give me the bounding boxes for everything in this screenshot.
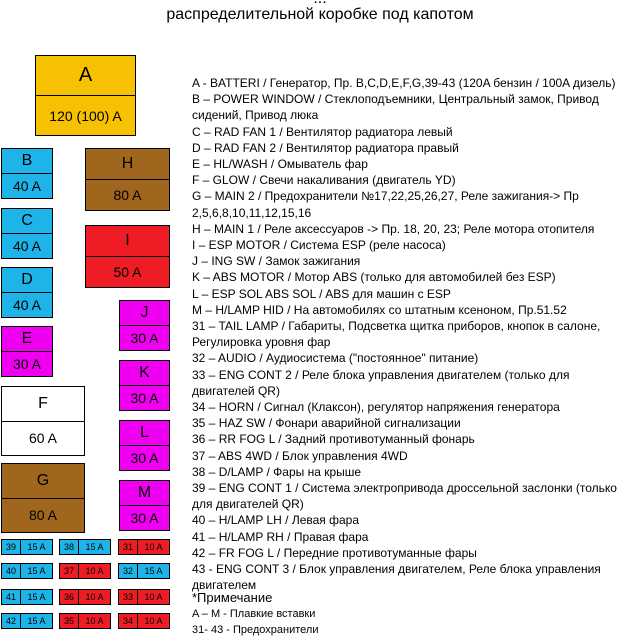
fuse-amps: 40 A <box>2 233 52 258</box>
legend-row: D – RAD FAN 2 / Вентилятор радиатора правый <box>192 140 459 155</box>
mini-fuse-34 <box>118 613 170 629</box>
legend-row: C – RAD FAN 1 / Вентилятор радиатора левый <box>192 124 453 139</box>
mini-fuse-amps: 10 A <box>144 592 163 602</box>
mini-fuse-amps: 15 A <box>27 542 46 552</box>
legend-row: I – ESP MOTOR / Система ESP (реле насоса) <box>192 238 446 253</box>
fuse-amps: 40 A <box>2 292 52 317</box>
mini-fuse-number: 41 <box>2 590 21 604</box>
mini-fuse-37 <box>59 563 111 579</box>
mini-fuse-number: 42 <box>2 614 21 628</box>
mini-fuse-amps: 15 A <box>27 616 46 626</box>
legend-row: 42 – FR FOG L / Передние противотуманные фары <box>192 545 477 560</box>
legend-row: H – MAIN 1 / Реле аксессуаров -> Пр. 18, 20, 23; Реле мотора отопителя <box>192 221 595 236</box>
legend-row: A - BATTERI / Генератор, Пр. B,C,D,E,F,G,39-43 (120A бензин / 100A дизель) <box>192 76 616 90</box>
mini-fuse-38 <box>59 539 111 555</box>
mini-fuse-amps: 10 A <box>85 566 104 576</box>
fuse-label: M <box>137 484 152 501</box>
mini-fuse-number: 37 <box>60 564 79 578</box>
fuse-e <box>1 326 53 377</box>
note-line-1: A – M - Плавкие вставки <box>192 608 316 620</box>
mini-fuse-number: 32 <box>119 564 138 578</box>
mini-fuse-number: 39 <box>2 540 21 554</box>
fuse-f <box>1 386 85 456</box>
fuse-a <box>35 55 136 136</box>
fuse-amps: 60 A <box>2 421 84 456</box>
mini-fuse-number: 33 <box>119 590 138 604</box>
fuse-amps: 30 A <box>120 505 169 530</box>
legend-row: E – HL/WASH / Омыватель фар <box>192 157 368 172</box>
legend-row: 34 – HORN / Сигнал (Клаксон), регулятор напряжения генератора <box>192 400 560 415</box>
fuse-i <box>85 225 170 288</box>
fuse-label: A <box>78 64 93 86</box>
fuse-label: C <box>21 212 33 229</box>
fuse-label: E <box>21 330 33 347</box>
fuse-g <box>1 463 85 533</box>
fuse-l <box>119 420 170 471</box>
fuse-label: G <box>36 471 50 489</box>
fuse-label: H <box>121 155 134 172</box>
legend-row: L – ESP SOL ABS SOL / ABS для машин с ESP <box>192 286 451 301</box>
mini-fuse-35 <box>59 613 111 629</box>
legend-row: F – GLOW / Свечи накаливания (двигатель YD) <box>192 173 456 188</box>
fuse-label: J <box>140 304 149 321</box>
mini-fuse-amps: 15 A <box>144 566 163 576</box>
legend-row: 31 – TAIL LAMP / Габариты, Подсветка щитка приборов, кнопок в салоне, Регулировка уровня фар <box>192 319 601 350</box>
mini-fuse-number: 34 <box>119 614 138 628</box>
fuse-amps: 30 A <box>2 351 52 376</box>
mini-fuse-number: 40 <box>2 564 21 578</box>
legend-row: B – POWER WINDOW / Стеклоподъемники, Центральный замок, Привод сидений, Привод люка <box>192 92 599 123</box>
legend-row: 39 – ENG CONT 1 / Система электропривода дроссельной заслонки (только для двигателей QR) <box>192 481 617 512</box>
fuse-amps: 50 A <box>86 256 169 287</box>
mini-fuse-amps: 15 A <box>27 566 46 576</box>
fuse-d <box>1 267 53 318</box>
mini-fuse-amps: 10 A <box>144 616 163 626</box>
legend-row: 40 – H/LAMP LH / Левая фара <box>192 513 360 528</box>
title-line-2: распределительной коробке под капотом <box>166 6 474 23</box>
fuse-amps: 80 A <box>86 179 169 210</box>
note-line-2: 31- 43 - Предохранители <box>192 624 319 636</box>
fuse-h <box>85 148 170 211</box>
mini-fuse-number: 35 <box>60 614 79 628</box>
fuse-amps: 40 A <box>2 173 52 198</box>
mini-fuse-31 <box>118 539 170 555</box>
mini-fuse-amps: 15 A <box>85 542 104 552</box>
fuse-amps: 30 A <box>120 445 169 470</box>
mini-fuse-number: 38 <box>60 540 79 554</box>
fuse-label: D <box>21 271 33 288</box>
mini-fuse-36 <box>59 589 111 605</box>
fuse-c <box>1 208 53 259</box>
mini-fuse-amps: 10 A <box>144 542 163 552</box>
mini-fuse-32 <box>118 563 170 579</box>
mini-fuse-41 <box>1 589 53 605</box>
legend-row: M – H/LAMP HID / На автомобилях со штатным ксеноном, Пр.51.52 <box>192 302 567 317</box>
mini-fuse-number: 36 <box>60 590 79 604</box>
fuse-amps: 120 (100) A <box>36 95 135 135</box>
legend-row: 35 – HAZ SW / Фонари аварийной сигнализации <box>192 416 461 431</box>
fuse-label: F <box>38 394 48 412</box>
fuse-label: L <box>140 424 149 441</box>
legend-row: J – ING SW / Замок зажигания <box>192 254 361 269</box>
mini-fuse-39 <box>1 539 53 555</box>
legend-row: G – MAIN 2 / Предохранители №17,22,25,26,27, Реле зажигания-> Пр 2,5,6,8,10,11,12,15,16 <box>192 189 579 220</box>
mini-fuse-33 <box>118 589 170 605</box>
fuse-b <box>1 148 53 199</box>
legend-row: 37 – ABS 4WD / Блок управления 4WD <box>192 448 408 463</box>
mini-fuse-amps: 15 A <box>27 592 46 602</box>
fuse-j <box>119 300 170 351</box>
legend-row: 36 – RR FOG L / Задний противотуманный фонарь <box>192 432 475 447</box>
fuse-amps: 30 A <box>120 385 169 410</box>
mini-fuse-amps: 10 A <box>85 592 104 602</box>
fuse-label: B <box>21 152 33 169</box>
fuse-amps: 30 A <box>120 325 169 350</box>
fuse-k <box>119 360 170 411</box>
legend-row: 43 - ENG CONT 3 / Блок управления двигателем, Реле блока управления двигателем <box>192 562 601 593</box>
fuse-label: K <box>139 364 150 381</box>
fuse-legend <box>192 75 622 594</box>
mini-fuse-amps: 10 A <box>85 616 104 626</box>
legend-row: 33 – ENG CONT 2 / Реле блока управления двигателем (только для двигателей QR) <box>192 367 570 398</box>
legend-row: 32 – AUDIO / Аудиосистема ("постоянное" питание) <box>192 351 479 366</box>
fuse-amps: 80 A <box>2 498 84 533</box>
fuse-label: I <box>125 232 130 249</box>
legend-row: 38 – D/LAMP / Фары на крыше <box>192 464 362 479</box>
note-title: *Примечание <box>192 590 273 605</box>
legend-row: 41 – H/LAMP RH / Правая фара <box>192 529 369 544</box>
mini-fuse-40 <box>1 563 53 579</box>
mini-fuse-42 <box>1 613 53 629</box>
mini-fuse-number: 31 <box>119 540 138 554</box>
fuse-m <box>119 480 170 531</box>
legend-row: K – ABS MOTOR / Мотор ABS (только для автомобилей без ESP) <box>192 270 556 285</box>
